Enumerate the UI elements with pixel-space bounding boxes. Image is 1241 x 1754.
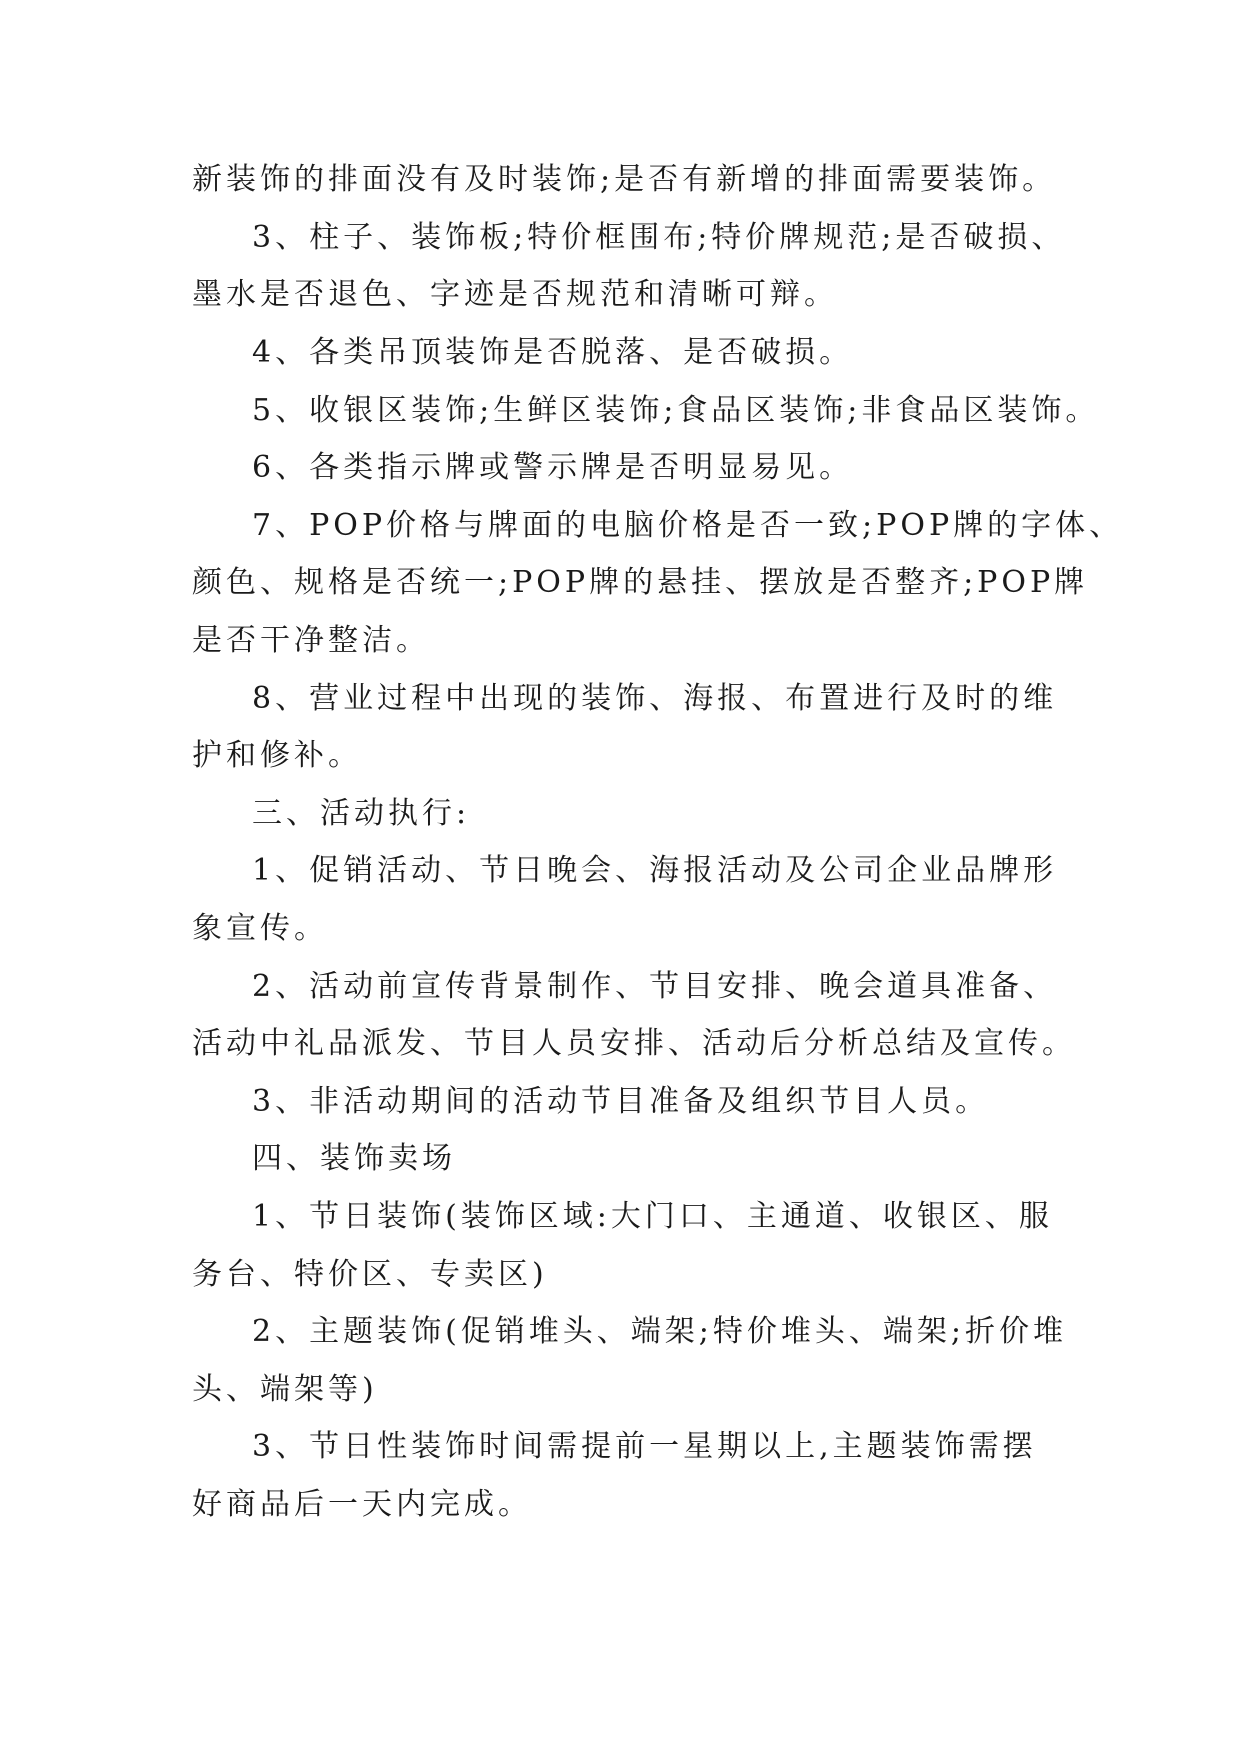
text-line: 6、各类指示牌或警示牌是否明显易见。 [252,450,854,485]
text-line: 活动中礼品派发、节目人员安排、活动后分析总结及宣传。 [192,1026,1076,1061]
text-line: 墨水是否退色、字迹是否规范和清晰可辩。 [192,277,838,312]
text-line: 是否干净整洁。 [192,623,430,658]
text-line: 4、各类吊顶装饰是否脱落、是否破损。 [252,335,854,370]
text-line: 头、端架等) [192,1372,378,1407]
section-heading: 四、装饰卖场 [252,1141,456,1176]
text-line: 3、柱子、装饰板;特价框围布;特价牌规范;是否破损、 [252,220,1066,255]
text-line: 2、活动前宣传背景制作、节目安排、晚会道具准备、 [252,969,1058,1004]
text-line: 1、促销活动、节日晚会、海报活动及公司企业品牌形 [252,853,1058,888]
text-line: 3、非活动期间的活动节目准备及组织节目人员。 [252,1084,990,1119]
text-line: 3、节日性装饰时间需提前一星期以上,主题装饰需摆 [252,1429,1037,1464]
text-line: 2、主题装饰(促销堆头、端架;特价堆头、端架;折价堆 [252,1314,1068,1349]
section-heading: 三、活动执行: [252,796,471,831]
text-line: 7、POP价格与牌面的电脑价格是否一致;POP牌的字体、 [252,508,1124,543]
text-line: 务台、特价区、专卖区) [192,1257,548,1292]
text-line: 颜色、规格是否统一;POP牌的悬挂、摆放是否整齐;POP牌 [192,565,1089,600]
text-line: 1、节日装饰(装饰区域:大门口、主通道、收银区、服 [252,1199,1053,1234]
text-line: 好商品后一天内完成。 [192,1487,532,1522]
text-line: 8、营业过程中出现的装饰、海报、布置进行及时的维 [252,681,1058,716]
text-line: 护和修补。 [192,738,362,773]
text-line: 5、收银区装饰;生鲜区装饰;食品区装饰;非食品区装饰。 [252,393,1100,428]
text-line: 象宣传。 [192,911,328,946]
text-line: 新装饰的排面没有及时装饰;是否有新增的排面需要装饰。 [192,162,1057,197]
